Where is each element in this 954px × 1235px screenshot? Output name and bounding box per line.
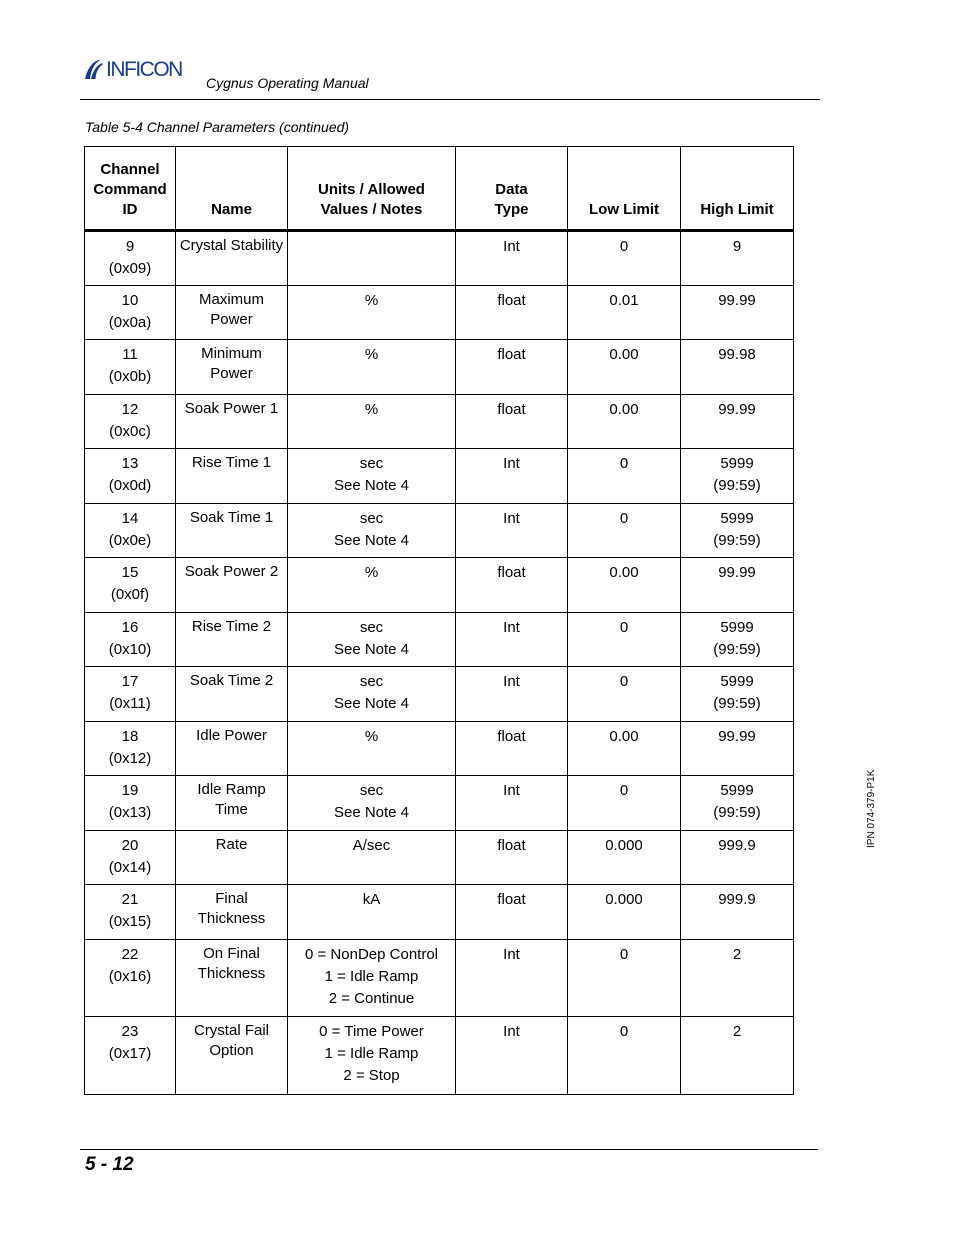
cell-line: (0x15) — [108, 913, 152, 930]
header-divider — [80, 99, 820, 100]
inficon-logo-icon — [82, 58, 104, 80]
cell-line: See Note 4 — [333, 477, 410, 494]
cell-high-limit — [681, 613, 794, 667]
cell-data-type: float — [456, 885, 568, 940]
cell-line: Idle Ramp — [197, 781, 266, 798]
header-name — [176, 147, 288, 231]
cell-high-limit — [681, 340, 794, 395]
footer-divider — [80, 1149, 818, 1150]
cell-units — [288, 558, 456, 613]
cell-line: A/sec — [352, 837, 391, 854]
cell-high-limit — [681, 831, 794, 885]
cell-channel-id — [85, 340, 176, 395]
header-line: Values / Notes — [320, 201, 423, 218]
cell-high-limit — [681, 558, 794, 613]
cell-line: Soak Time 2 — [189, 672, 274, 689]
header-line: Units / Allowed — [318, 181, 425, 198]
table-row — [85, 449, 794, 504]
cell-data-type: float — [456, 286, 568, 340]
cell-line: 15 — [121, 564, 139, 581]
cell-data-type: Int — [456, 940, 568, 1017]
cell-low-limit: 0 — [568, 504, 681, 558]
cell-channel-id — [85, 885, 176, 940]
cell-line: sec — [359, 619, 384, 636]
cell-line: Soak Power 2 — [184, 563, 279, 580]
cell-units — [288, 613, 456, 667]
cell-channel-id — [85, 776, 176, 831]
cell-line: (99:59) — [713, 695, 761, 712]
cell-high-limit — [681, 722, 794, 776]
cell-channel-id — [85, 1017, 176, 1095]
cell-data-type: float — [456, 831, 568, 885]
cell-units — [288, 940, 456, 1017]
cell-low-limit: 0.000 — [568, 831, 681, 885]
cell-line: (99:59) — [713, 804, 761, 821]
table-row — [85, 885, 794, 940]
cell-line: Final — [215, 890, 248, 907]
cell-line: Idle Power — [196, 727, 267, 744]
cell-line: 18 — [121, 728, 139, 745]
cell-channel-id — [85, 286, 176, 340]
cell-line: Power — [210, 311, 253, 328]
cell-high-limit — [681, 286, 794, 340]
inficon-logo — [82, 58, 182, 80]
header-line: Type — [494, 201, 529, 218]
cell-line: 14 — [121, 510, 139, 527]
cell-line: 11 — [122, 346, 138, 363]
cell-name — [176, 231, 288, 286]
cell-line: 22 — [121, 946, 139, 963]
channel-parameters-table — [84, 146, 794, 1095]
header-line: Data — [495, 181, 528, 198]
cell-line: sec — [359, 455, 384, 472]
cell-line: 0 = Time Power — [319, 1023, 424, 1040]
cell-line: 999.9 — [718, 837, 756, 854]
table-row — [85, 722, 794, 776]
cell-line: 21 — [121, 891, 139, 908]
cell-low-limit: 0.00 — [568, 558, 681, 613]
manual-title: Cygnus Operating Manual — [206, 75, 369, 91]
table-row — [85, 613, 794, 667]
cell-units — [288, 831, 456, 885]
cell-units — [288, 449, 456, 504]
table-row — [85, 286, 794, 340]
cell-line: See Note 4 — [333, 532, 410, 549]
cell-high-limit — [681, 940, 794, 1017]
cell-line: Time — [215, 801, 248, 818]
header-units — [288, 147, 456, 231]
cell-line: (0x13) — [108, 804, 152, 821]
header-line: High Limit — [700, 201, 774, 218]
cell-line: (0x12) — [108, 750, 152, 767]
cell-channel-id — [85, 613, 176, 667]
cell-line: See Note 4 — [333, 695, 410, 712]
table-header-row — [85, 147, 794, 231]
cell-data-type: float — [456, 395, 568, 449]
header-line: ID — [122, 201, 138, 218]
cell-line: (0x14) — [108, 859, 152, 876]
cell-low-limit: 0 — [568, 667, 681, 722]
cell-line: (0x09) — [108, 260, 152, 277]
cell-line: 20 — [121, 837, 139, 854]
cell-line: 99.98 — [718, 346, 756, 363]
cell-line: 13 — [121, 455, 139, 472]
cell-line: 2 — [732, 1023, 742, 1040]
cell-low-limit: 0.000 — [568, 885, 681, 940]
cell-high-limit — [681, 449, 794, 504]
table-row — [85, 940, 794, 1017]
cell-high-limit — [681, 1017, 794, 1095]
cell-line: 99.99 — [718, 401, 756, 418]
table-row — [85, 831, 794, 885]
cell-line: Soak Power 1 — [184, 400, 279, 417]
cell-line: (0x0e) — [108, 532, 152, 549]
cell-line: (99:59) — [713, 532, 761, 549]
cell-name — [176, 776, 288, 831]
cell-line: 9 — [125, 238, 135, 255]
cell-line: Minimum — [201, 345, 262, 362]
cell-units — [288, 340, 456, 395]
cell-units — [288, 395, 456, 449]
table-row — [85, 504, 794, 558]
cell-channel-id — [85, 722, 176, 776]
cell-data-type: Int — [456, 776, 568, 831]
cell-units — [288, 885, 456, 940]
cell-line: Crystal Stability — [179, 237, 284, 254]
cell-channel-id — [85, 504, 176, 558]
cell-line: 5999 — [720, 673, 754, 690]
cell-low-limit: 0 — [568, 940, 681, 1017]
cell-line: Crystal Fail — [193, 1022, 269, 1039]
cell-line: Thickness — [197, 910, 266, 927]
cell-high-limit — [681, 231, 794, 286]
cell-line: % — [364, 346, 379, 363]
cell-units — [288, 722, 456, 776]
cell-high-limit — [681, 504, 794, 558]
cell-line: Rise Time 2 — [191, 618, 272, 635]
cell-low-limit: 0 — [568, 776, 681, 831]
cell-line: 0 = NonDep Control — [305, 946, 438, 963]
cell-line: Thickness — [197, 965, 266, 982]
cell-line: 99.99 — [718, 292, 756, 309]
cell-units — [288, 231, 456, 286]
cell-line: (99:59) — [713, 641, 761, 658]
cell-low-limit: 0 — [568, 613, 681, 667]
cell-channel-id — [85, 395, 176, 449]
cell-line: sec — [359, 510, 384, 527]
cell-line: 16 — [121, 619, 139, 636]
cell-name — [176, 940, 288, 1017]
cell-line: 5999 — [720, 619, 754, 636]
cell-line: 5999 — [720, 455, 754, 472]
cell-channel-id — [85, 449, 176, 504]
cell-line: On Final — [203, 945, 260, 962]
cell-line: (99:59) — [713, 477, 761, 494]
cell-line: 999.9 — [718, 891, 756, 908]
cell-line: sec — [359, 782, 384, 799]
cell-units — [288, 667, 456, 722]
cell-channel-id — [85, 940, 176, 1017]
cell-line: 2 = Stop — [343, 1067, 400, 1084]
cell-channel-id — [85, 558, 176, 613]
cell-data-type: float — [456, 340, 568, 395]
cell-data-type: Int — [456, 613, 568, 667]
cell-line: % — [364, 292, 379, 309]
cell-high-limit — [681, 885, 794, 940]
cell-line: % — [364, 564, 379, 581]
cell-line: Rise Time 1 — [191, 454, 272, 471]
cell-line: 99.99 — [718, 564, 756, 581]
cell-line: Rate — [215, 836, 248, 853]
cell-line: kA — [362, 891, 381, 908]
cell-high-limit — [681, 776, 794, 831]
cell-line: See Note 4 — [333, 804, 410, 821]
cell-line: (0x0c) — [109, 423, 151, 440]
cell-name — [176, 286, 288, 340]
cell-data-type: float — [456, 558, 568, 613]
cell-line: 5999 — [720, 510, 754, 527]
cell-data-type: Int — [456, 231, 568, 286]
cell-line: Power — [210, 365, 253, 382]
cell-high-limit — [681, 667, 794, 722]
table-row — [85, 558, 794, 613]
cell-line: 10 — [121, 292, 139, 309]
ipn-label: IPN 074-379-P1K — [866, 769, 877, 848]
cell-line: See Note 4 — [333, 641, 410, 658]
cell-name — [176, 340, 288, 395]
cell-name — [176, 613, 288, 667]
cell-channel-id — [85, 667, 176, 722]
cell-line: (0x11) — [109, 695, 151, 712]
cell-line: 2 = Continue — [328, 990, 415, 1007]
cell-data-type: float — [456, 722, 568, 776]
cell-line: (0x10) — [108, 641, 152, 658]
cell-line: (0x0d) — [108, 477, 152, 494]
cell-units — [288, 286, 456, 340]
table-caption: Table 5-4 Channel Parameters (continued) — [85, 119, 350, 135]
header-data-type — [456, 147, 568, 231]
table-row — [85, 231, 794, 286]
cell-low-limit: 0.00 — [568, 340, 681, 395]
page-number: 5 - 12 — [85, 1154, 134, 1175]
cell-line: Soak Time 1 — [189, 509, 274, 526]
header-channel-id — [85, 147, 176, 231]
cell-line: 99.99 — [718, 728, 756, 745]
logo-text: INFICON — [106, 57, 182, 81]
cell-name — [176, 395, 288, 449]
cell-name — [176, 1017, 288, 1095]
cell-line: 1 = Idle Ramp — [324, 1045, 419, 1062]
header-line: Name — [211, 201, 252, 218]
cell-units — [288, 504, 456, 558]
cell-line: sec — [359, 673, 384, 690]
cell-line: Option — [209, 1042, 254, 1059]
table-row — [85, 340, 794, 395]
cell-name — [176, 831, 288, 885]
cell-units — [288, 1017, 456, 1095]
cell-line: (0x17) — [108, 1045, 152, 1062]
header-high-limit — [681, 147, 794, 231]
cell-name — [176, 504, 288, 558]
cell-low-limit: 0 — [568, 1017, 681, 1095]
cell-data-type: Int — [456, 1017, 568, 1095]
cell-line: 19 — [121, 782, 139, 799]
cell-line: 12 — [121, 401, 139, 418]
cell-data-type: Int — [456, 449, 568, 504]
cell-data-type: Int — [456, 504, 568, 558]
cell-data-type: Int — [456, 667, 568, 722]
cell-name — [176, 449, 288, 504]
cell-name — [176, 885, 288, 940]
cell-channel-id — [85, 831, 176, 885]
cell-line: (0x0b) — [108, 368, 152, 385]
cell-high-limit — [681, 395, 794, 449]
cell-name — [176, 667, 288, 722]
cell-line: 23 — [121, 1023, 139, 1040]
cell-channel-id — [85, 231, 176, 286]
cell-low-limit: 0.01 — [568, 286, 681, 340]
cell-line: 17 — [121, 673, 139, 690]
cell-line: 5999 — [720, 782, 754, 799]
cell-name — [176, 558, 288, 613]
cell-low-limit: 0 — [568, 231, 681, 286]
cell-line: (0x0f) — [110, 586, 150, 603]
cell-low-limit: 0.00 — [568, 395, 681, 449]
cell-line: (0x0a) — [108, 314, 152, 331]
cell-line: % — [364, 401, 379, 418]
cell-name — [176, 722, 288, 776]
cell-low-limit: 0 — [568, 449, 681, 504]
table-row — [85, 395, 794, 449]
header-low-limit — [568, 147, 681, 231]
cell-line: 2 — [732, 946, 742, 963]
cell-line: 9 — [732, 238, 742, 255]
header-line: Channel — [100, 161, 160, 178]
cell-units — [288, 776, 456, 831]
table-row — [85, 667, 794, 722]
header-line: Command — [93, 181, 167, 198]
cell-low-limit: 0.00 — [568, 722, 681, 776]
cell-line: (0x16) — [108, 968, 152, 985]
header-line: Low Limit — [589, 201, 659, 218]
cell-line: Maximum — [198, 291, 264, 308]
cell-line: 1 = Idle Ramp — [324, 968, 419, 985]
cell-line: % — [364, 728, 379, 745]
table-row — [85, 776, 794, 831]
table-row — [85, 1017, 794, 1095]
